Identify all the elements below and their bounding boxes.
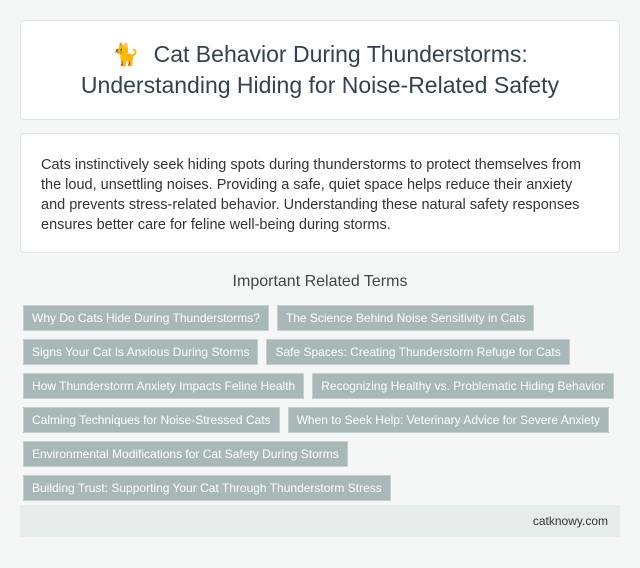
footer-site-link[interactable]: catknowy.com bbox=[532, 514, 608, 528]
related-term-tag[interactable]: Signs Your Cat Is Anxious During Storms bbox=[23, 339, 258, 365]
description-text: Cats instinctively seek hiding spots during thunderstorms to protect themselves from the loud, unsettling noises. Providing a safe, quiet space helps reduce their anxiety and prevents stress-related behavior. Understanding these natural safety responses ensures better care for feline well-being during storms. bbox=[41, 157, 581, 233]
related-term-tag[interactable]: Calming Techniques for Noise-Stressed Cats bbox=[23, 407, 280, 433]
related-term-tag[interactable]: Recognizing Healthy vs. Problematic Hiding Behavior bbox=[312, 373, 613, 399]
related-term-tag[interactable]: When to Seek Help: Veterinary Advice for Severe Anxiety bbox=[288, 407, 610, 433]
related-term-tag[interactable]: Safe Spaces: Creating Thunderstorm Refuge for Cats bbox=[266, 339, 569, 365]
related-term-tag[interactable]: Environmental Modifications for Cat Safety During Storms bbox=[23, 441, 348, 467]
page-title bbox=[21, 39, 619, 101]
description-card bbox=[20, 133, 620, 253]
related-terms-list bbox=[23, 305, 623, 501]
related-term-tag[interactable]: How Thunderstorm Anxiety Impacts Feline Health bbox=[23, 373, 304, 399]
page-title-text: Cat Behavior During Thunderstorms: Understanding Hiding for Noise-Related Safety bbox=[80, 41, 560, 98]
title-card bbox=[20, 20, 620, 120]
related-term-tag[interactable]: The Science Behind Noise Sensitivity in Cats bbox=[277, 305, 534, 331]
cat-icon: 🐈 bbox=[112, 42, 140, 67]
related-term-tag[interactable]: Building Trust: Supporting Your Cat Through Thunderstorm Stress bbox=[23, 475, 391, 501]
related-term-tag[interactable]: Why Do Cats Hide During Thunderstorms? bbox=[23, 305, 269, 331]
related-terms-heading: Important Related Terms bbox=[232, 273, 408, 290]
footer bbox=[20, 505, 620, 537]
